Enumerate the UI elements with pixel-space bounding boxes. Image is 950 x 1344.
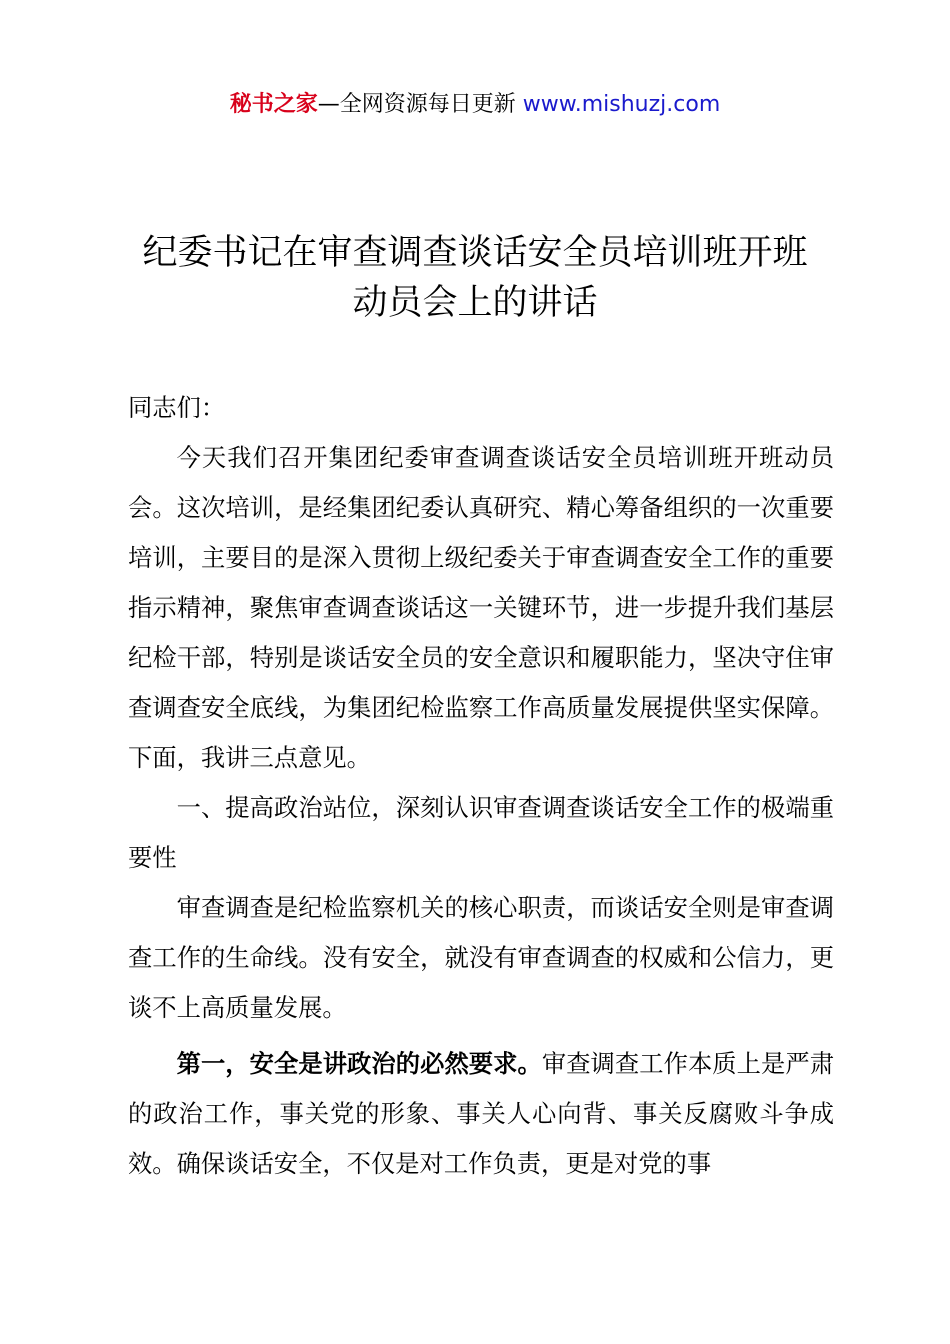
point-1-text: 审查调查工作本质上是严肃的政治工作，事关党的形象、事关人心向背、事关反腐败斗争成效。确保谈话安全，不仅是对工作负责，更是对党的事 [128,1049,835,1178]
paragraph-section-1: 审查调查是纪检监察机关的核心职责，而谈话安全则是审查调查工作的生命线。没有安全，就没有审查调查的权威和公信力，更谈不上高质量发展。 [128,893,834,1022]
site-banner [0,88,950,122]
banner-slogan: —全网资源每日更新 [317,92,516,117]
section-heading-1: 一、提高政治站位，深刻认识审查调查谈话安全工作的极端重要性 [128,793,834,872]
point-1-lead: 第一，安全是讲政治的必然要求。 [176,1049,542,1078]
title-line-2: 动员会上的讲话 [352,283,598,323]
document-body [128,383,834,1189]
paragraph-intro: 今天我们召开集团纪委审查调查谈话安全员培训班开班动员会。这次培训，是经集团纪委认真研究、精心筹备组织的一次重要培训，主要目的是深入贯彻上级纪委关于审查调查安全工作的重要指示精神，聚焦审查调查谈话这一关键环节，进一步提升我们基层纪检干部，特别是谈话安全员的安全意识和履职能力，坚决守住审查调查安全底线，为集团纪检监察工作高质量发展提供坚实保障。下面，我讲三点意见。 [128,443,834,772]
site-url-link[interactable]: www.mishuzj.com [522,92,721,117]
document-title [100,228,850,328]
brand-name: 秘书之家 [229,92,318,117]
title-line-1: 纪委书记在审查调查谈话安全员培训班开班 [142,233,808,273]
salutation: 同志们： [128,393,226,422]
paragraph-point-1 [128,1039,834,1189]
